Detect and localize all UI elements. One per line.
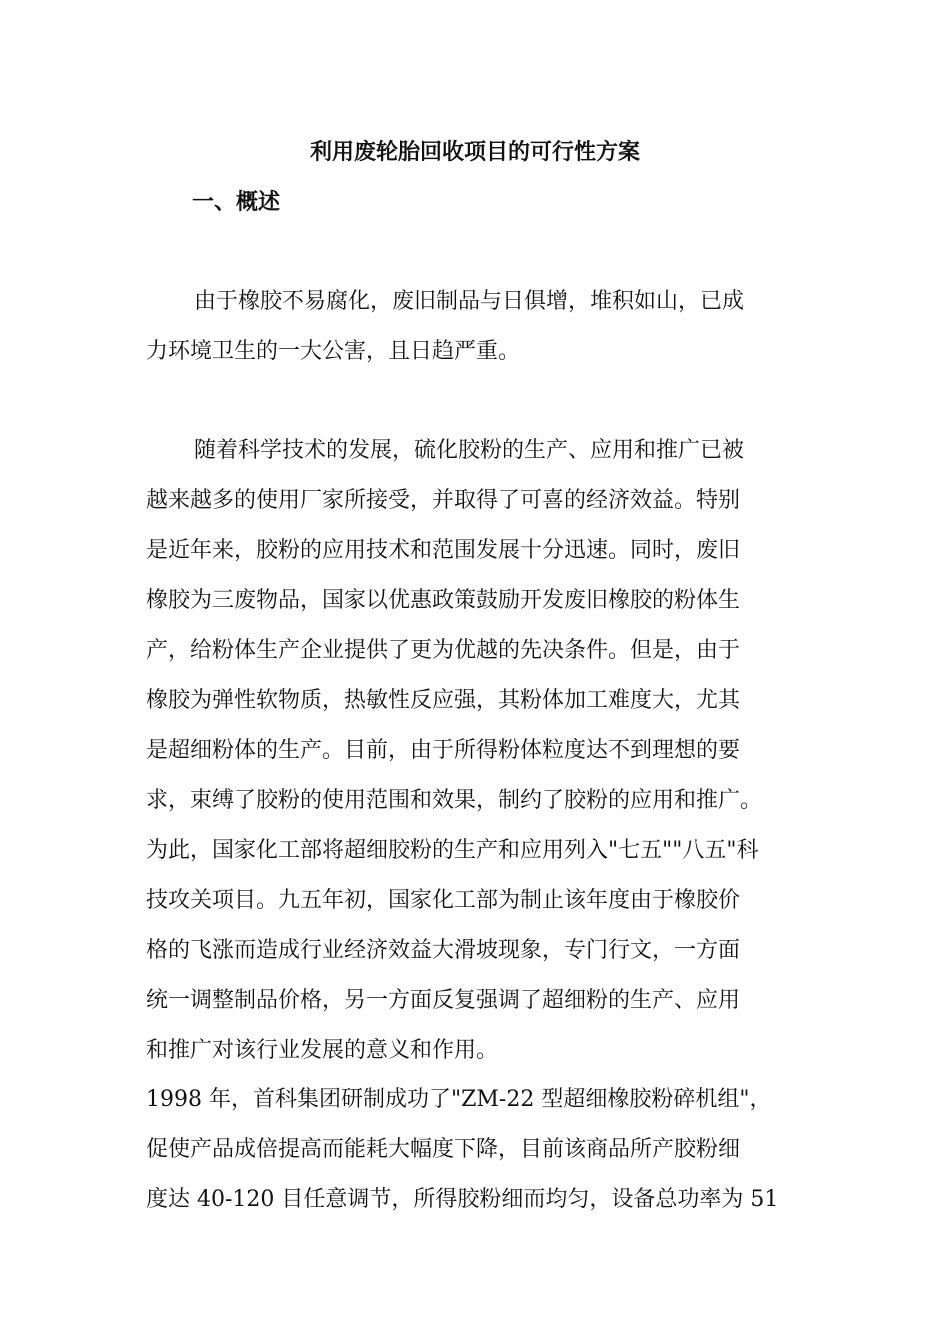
paragraph-line: 由于橡胶不易腐化，废旧制品与日俱增，堆积如山，已成	[194, 289, 745, 314]
paragraph-line: 力环境卫生的一大公害，且日趋严重。	[146, 339, 521, 364]
paragraph-line: 随着科学技术的发展，硫化胶粉的生产、应用和推广已被	[194, 438, 745, 463]
paragraph-line: 统一调整制品价格，另一方面反复强调了超细粉的生产、应用	[146, 988, 741, 1013]
paragraph-line: 格的飞涨而造成行业经济效益大滑坡现象，专门行文，一方面	[146, 938, 741, 963]
paragraph-line: 为此，国家化工部将超细胶粉的生产和应用列入"七五""八五"科	[146, 838, 759, 863]
paragraph-line: 求，束缚了胶粉的使用范围和效果，制约了胶粉的应用和推广。	[146, 788, 763, 813]
paragraph-line: 是超细粉体的生产。目前，由于所得粉体粒度达不到理想的要	[146, 738, 741, 763]
paragraph-line: 度达 40-120 目任意调节，所得胶粉细而均匀，设备总功率为 51	[146, 1187, 779, 1212]
document-title: 利用废轮胎回收项目的可行性方案	[309, 139, 640, 165]
paragraph-line: 是近年来，胶粉的应用技术和范围发展十分迅速。同时，废旧	[146, 538, 741, 563]
paragraph-line: 技攻关项目。九五年初，国家化工部为制止该年度由于橡胶价	[146, 888, 741, 913]
paragraph-line: 促使产品成倍提高而能耗大幅度下降，目前该商品所产胶粉细	[146, 1137, 741, 1162]
paragraph-line: 1998 年，首科集团研制成功了"ZM-22 型超细橡胶粉碎机组"，	[146, 1087, 772, 1112]
paragraph-line: 产，给粉体生产企业提供了更为优越的先决条件。但是，由于	[146, 638, 741, 663]
paragraph-line: 越来越多的使用厂家所接受，并取得了可喜的经济效益。特别	[146, 488, 741, 513]
section-heading: 一、概述	[192, 189, 281, 215]
paragraph-line: 橡胶为弹性软物质，热敏性反应强，其粉体加工难度大，尤其	[146, 688, 741, 713]
paragraph-line: 和推广对该行业发展的意义和作用。	[146, 1038, 499, 1063]
paragraph-line: 橡胶为三废物品，国家以优惠政策鼓励开发废旧橡胶的粉体生	[146, 588, 741, 613]
